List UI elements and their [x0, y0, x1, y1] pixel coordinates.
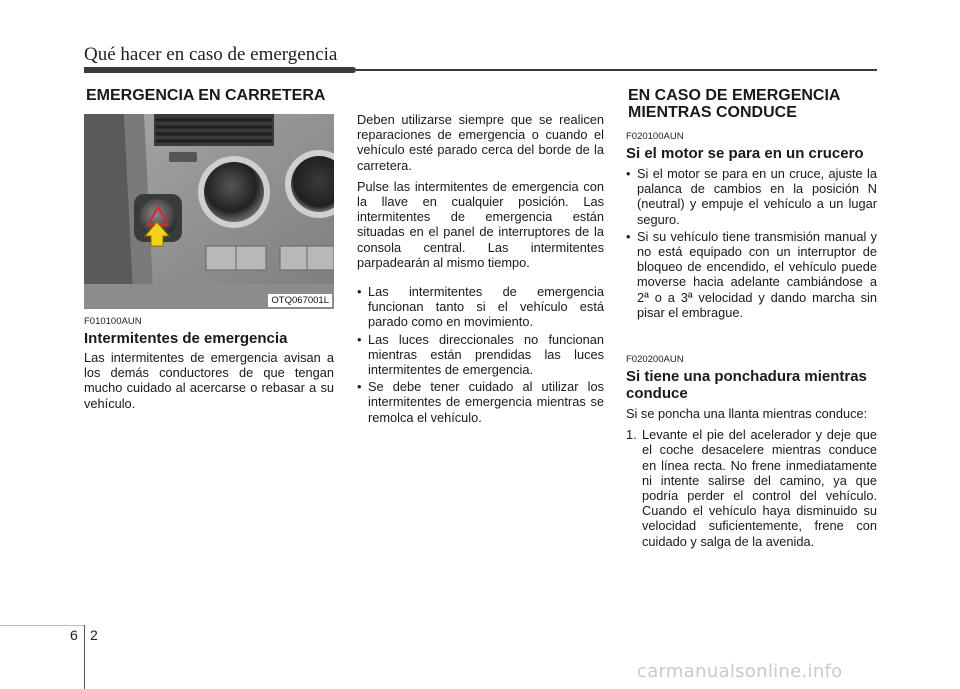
- list-item: • Las luces direccionales no funcionan mientras están prendidas las luces intermitentes de emergencia.: [357, 332, 604, 378]
- ponchadura-steps: [626, 427, 877, 549]
- ponchadura-intro: Si se poncha una llanta mientras conduce:: [626, 406, 868, 421]
- middle-para-2: Pulse las intermitentes de emergencia con la llave en cualquier posición. Las intermitentes de emergencia están situadas en el panel de interruptores de la consola central. Las intermitentes parpadearán al mismo tiempo.: [357, 178, 604, 270]
- paragraph-intermitentes: Las intermitentes de emergencia avisan a los demás conductores de que tengan mucho cuidado al acercarse o rebasar a su vehículo.: [84, 350, 334, 411]
- section-title-emergencia-conduce: EN CASO DE EMERGENCIA MIENTRAS CONDUCE: [628, 87, 841, 121]
- middle-bullet-list: [357, 284, 604, 425]
- section-title-emergencia-carretera: EMERGENCIA EN CARRETERA: [86, 87, 326, 104]
- right-bullet-block: [626, 166, 877, 322]
- watermark: carmanualsonline.info: [637, 661, 843, 682]
- footer-divider: [84, 625, 85, 689]
- photo-label: OTQ067001L: [268, 294, 332, 307]
- list-item: • Si el motor se para en un cruce, ajuste la palanca de cambios en la posición N (neutral) y empuje el vehículo a un lugar seguro.: [626, 166, 877, 227]
- header-rule: [84, 67, 877, 73]
- subheading-ponchadura: Si tiene una ponchadura mientras conduce: [626, 368, 867, 402]
- page-number-page: 2: [90, 627, 98, 643]
- chapter-title: Qué hacer en caso de emergencia: [84, 44, 338, 65]
- footer-rule: [0, 625, 84, 626]
- list-item: • Las intermitentes de emergencia funcionan tanto si el vehículo está parado como en movimiento.: [357, 284, 604, 330]
- subheading-motor-para: Si el motor se para en un crucero: [626, 145, 864, 162]
- middle-para-1: Deben utilizarse siempre que se realicen reparaciones de emergencia o cuando el vehículo esté parado cerca del borde de la carretera.: [357, 112, 604, 173]
- subheading-intermitentes: Intermitentes de emergencia: [84, 330, 288, 347]
- list-item: 1. Levante el pie del acelerador y deje que el coche desacelere mientras conduce en línea recta. No frene inmediatamente ni intente salirse del camino, ya que podría perder el control del vehículo. Cuando el vehículo haya disminuido su velocidad suficientemente, frene con cuidado y salga de la avenida.: [626, 427, 877, 549]
- list-item: • Se debe tener cuidado al utilizar los intermitentes de emergencia mientras se remolca el vehículo.: [357, 379, 604, 425]
- right-ponchadura-block: [626, 406, 877, 549]
- code-f010100aun: F010100AUN: [84, 316, 142, 327]
- right-bullet-list: [626, 166, 877, 320]
- page-number-chapter: 6: [70, 627, 78, 643]
- list-item: • Si su vehículo tiene transmisión manual y no está equipado con un interruptor de bloqueo de encendido, el vehículo puede moverse hacia adelante cambiándose a 2ª o a 3ª velocidad y dando marcha sin pisar el embrague.: [626, 229, 877, 320]
- code-f020100aun: F020100AUN: [626, 131, 684, 142]
- code-f020200aun: F020200AUN: [626, 354, 684, 365]
- middle-column: [357, 112, 604, 427]
- hazard-switch-photo: [84, 114, 334, 309]
